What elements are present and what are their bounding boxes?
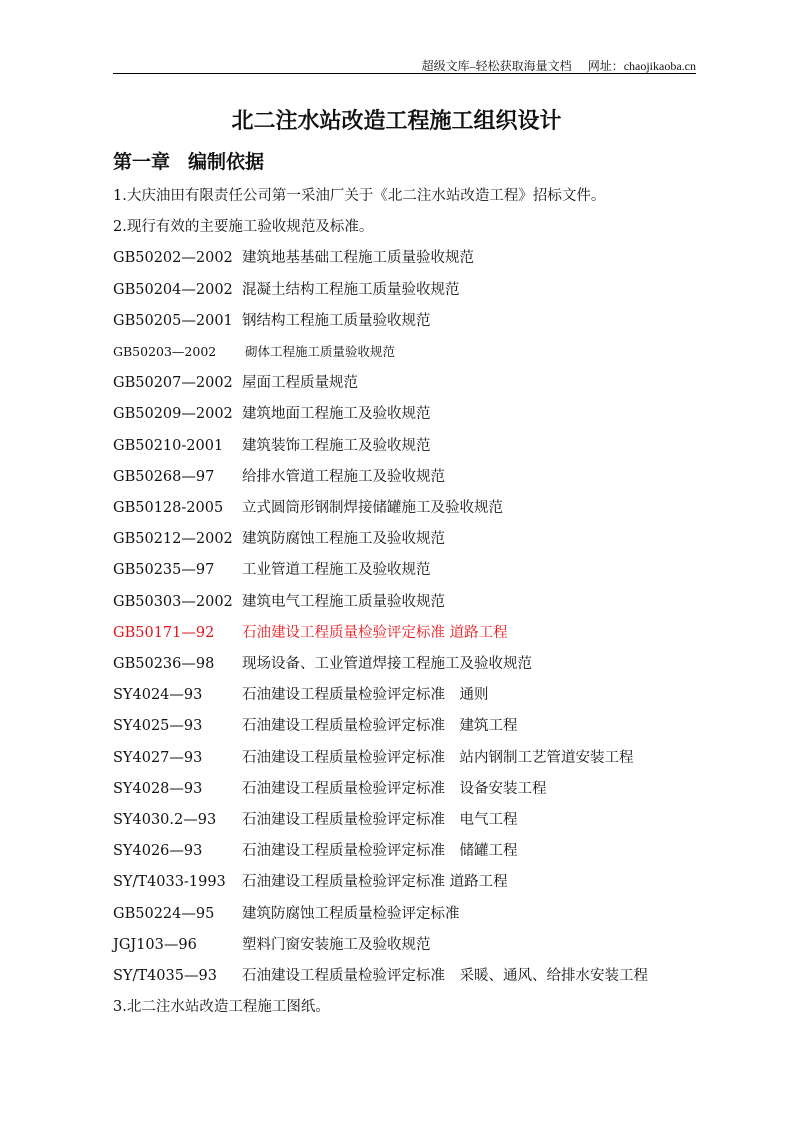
chapter-heading bbox=[113, 147, 264, 174]
header-site-name: 超级文库–轻松获取海量文档 bbox=[421, 59, 572, 73]
standard-name: 建筑地面工程施工及验收规范 bbox=[242, 406, 431, 423]
standard-name: 石油建设工程质量检验评定标准 道路工程 bbox=[242, 874, 508, 891]
standard-code: SY4026—93 bbox=[113, 843, 203, 860]
standard-code: SY/T4033-1993 bbox=[113, 874, 226, 891]
list-item: 1.大庆油田有限责任公司第一采油厂关于《北二注水站改造工程》招标文件。 bbox=[113, 188, 606, 204]
standard-code: GB50268—97 bbox=[113, 468, 215, 485]
standard-name: 立式圆筒形钢制焊接储罐施工及验收规范 bbox=[242, 500, 503, 516]
standard-code: GB50128-2005 bbox=[113, 500, 224, 516]
standard-code: GB50212—2002 bbox=[113, 531, 233, 548]
standard-name: 塑料门窗安装施工及验收规范 bbox=[242, 936, 431, 953]
standard-code: GB50235—97 bbox=[113, 562, 215, 579]
standard-code: SY4030.2—93 bbox=[113, 812, 217, 828]
standard-code: JGJ103—96 bbox=[113, 936, 197, 953]
standard-code: SY4025—93 bbox=[113, 718, 203, 735]
standard-code: GB50204—2002 bbox=[113, 281, 233, 298]
standard-name: 石油建设工程质量检验评定标准 站内钢制工艺管道安装工程 bbox=[242, 749, 634, 766]
standard-name: 混凝土结构工程施工质量验收规范 bbox=[242, 281, 460, 298]
standard-code: GB50202—2002 bbox=[113, 250, 233, 267]
standard-code: GB50203—2002 bbox=[113, 344, 217, 359]
standard-name: 石油建设工程质量检验评定标准 通则 bbox=[242, 687, 489, 704]
standard-name: 石油建设工程质量检验评定标准 储罐工程 bbox=[242, 843, 518, 860]
standard-name: 建筑防腐蚀工程施工及验收规范 bbox=[242, 531, 445, 548]
standard-name: 石油建设工程质量检验评定标准 设备安装工程 bbox=[242, 780, 547, 797]
chapter-number: 第一章 bbox=[113, 151, 171, 173]
standard-name: 石油建设工程质量检验评定标准 道路工程 bbox=[242, 624, 508, 641]
standard-code: SY4024—93 bbox=[113, 687, 203, 704]
chapter-title: 编制依据 bbox=[188, 151, 265, 173]
standard-code: GB50205—2001 bbox=[113, 312, 233, 329]
list-item: 3.北二注水站改造工程施工图纸。 bbox=[113, 999, 330, 1016]
standard-code: GB50207—2002 bbox=[113, 375, 233, 392]
standard-code: SY4027—93 bbox=[113, 749, 203, 766]
standard-code: GB50209—2002 bbox=[113, 406, 233, 423]
standard-name: 建筑装饰工程施工及验收规范 bbox=[242, 437, 431, 454]
list-item: 2.现行有效的主要施工验收规范及标准。 bbox=[113, 219, 374, 236]
standard-name: 屋面工程质量规范 bbox=[242, 375, 358, 392]
standard-name: 给排水管道工程施工及验收规范 bbox=[242, 468, 445, 485]
standard-name: 建筑地基基础工程施工质量验收规范 bbox=[242, 250, 474, 267]
standard-name: 石油建设工程质量检验评定标准 建筑工程 bbox=[242, 718, 518, 735]
standard-name: 钢结构工程施工质量验收规范 bbox=[242, 312, 431, 329]
standard-name: 建筑防腐蚀工程质量检验评定标准 bbox=[242, 905, 460, 922]
header-rule bbox=[113, 73, 696, 74]
standard-code: SY4028—93 bbox=[113, 780, 203, 797]
standard-name: 砌体工程施工质量验收规范 bbox=[245, 344, 396, 359]
header-url: 网址：chaojikaoba.cn bbox=[587, 59, 696, 73]
page-header bbox=[113, 57, 696, 74]
standard-code: GB50303—2002 bbox=[113, 593, 233, 610]
standard-code: GB50171—92 bbox=[113, 624, 215, 641]
standard-name: 石油建设工程质量检验评定标准 采暖、通风、给排水安装工程 bbox=[242, 968, 648, 984]
standard-name: 现场设备、工业管道焊接工程施工及验收规范 bbox=[242, 656, 532, 672]
document-title: 北二注水站改造工程施工组织设计 bbox=[231, 108, 562, 134]
standard-code: GB50210-2001 bbox=[113, 437, 224, 454]
standard-code: GB50236—98 bbox=[113, 656, 215, 672]
standard-code: GB50224—95 bbox=[113, 905, 215, 922]
standard-name: 建筑电气工程施工质量验收规范 bbox=[242, 593, 445, 610]
standard-name: 石油建设工程质量检验评定标准 电气工程 bbox=[242, 812, 518, 828]
standard-code: SY/T4035—93 bbox=[113, 968, 217, 984]
standard-name: 工业管道工程施工及验收规范 bbox=[242, 562, 431, 579]
